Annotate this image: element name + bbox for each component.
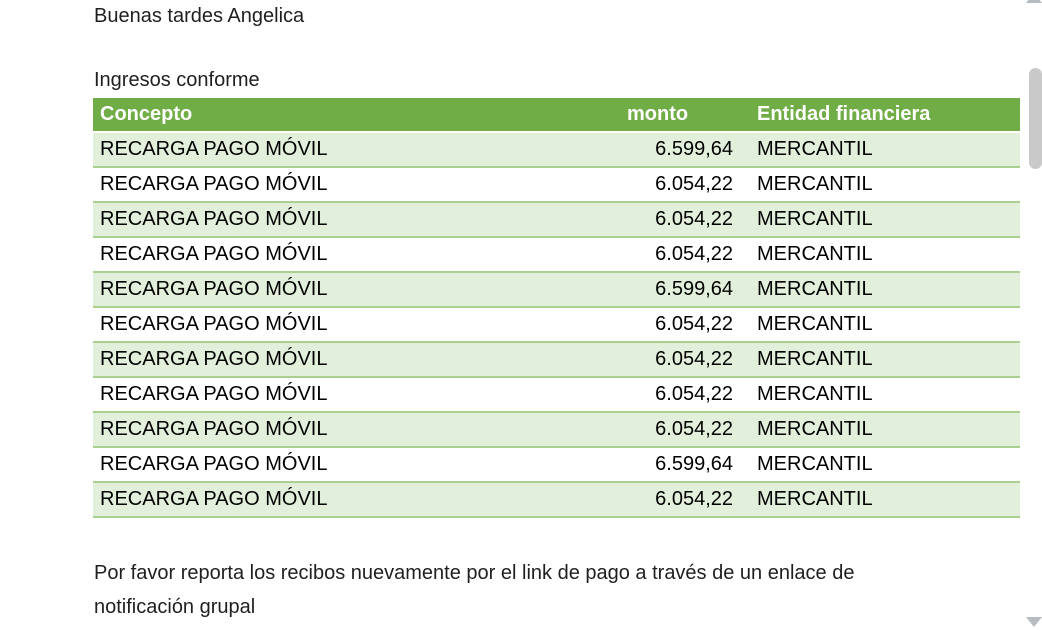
column-header-concepto: Concepto — [93, 98, 620, 133]
cell-monto: 6.054,22 — [620, 203, 745, 238]
cell-entidad: MERCANTIL — [745, 343, 1020, 378]
ingresos-table — [93, 98, 1020, 518]
table-row — [93, 483, 1020, 518]
cell-entidad: MERCANTIL — [745, 133, 1020, 168]
cell-concepto: RECARGA PAGO MÓVIL — [93, 483, 620, 518]
cell-concepto: RECARGA PAGO MÓVIL — [93, 308, 620, 343]
cell-concepto: RECARGA PAGO MÓVIL — [93, 133, 620, 168]
cell-entidad: MERCANTIL — [745, 273, 1020, 308]
cell-monto: 6.599,64 — [620, 448, 745, 483]
table-row — [93, 308, 1020, 343]
cell-monto: 6.054,22 — [620, 413, 745, 448]
scroll-up-arrow-icon[interactable] — [1026, 0, 1042, 3]
cell-monto: 6.054,22 — [620, 308, 745, 343]
cell-monto: 6.599,64 — [620, 273, 745, 308]
cell-concepto: RECARGA PAGO MÓVIL — [93, 238, 620, 273]
table-header-row — [93, 98, 1020, 133]
table-row — [93, 413, 1020, 448]
cell-entidad: MERCANTIL — [745, 308, 1020, 343]
cell-entidad: MERCANTIL — [745, 448, 1020, 483]
intro-text: Ingresos conforme — [94, 69, 260, 91]
table-row — [93, 203, 1020, 238]
cell-concepto: RECARGA PAGO MÓVIL — [93, 413, 620, 448]
table-row — [93, 168, 1020, 203]
cell-monto: 6.054,22 — [620, 483, 745, 518]
column-header-entidad: Entidad financiera — [745, 98, 1020, 133]
cell-entidad: MERCANTIL — [745, 203, 1020, 238]
greeting-text: Buenas tardes Angelica — [94, 5, 305, 27]
scroll-down-arrow-icon[interactable] — [1026, 617, 1042, 627]
footer-note-line2: notificación grupal — [94, 596, 256, 618]
column-header-monto: monto — [620, 98, 745, 133]
cell-concepto: RECARGA PAGO MÓVIL — [93, 203, 620, 238]
table-row — [93, 378, 1020, 413]
cell-entidad: MERCANTIL — [745, 378, 1020, 413]
vertical-scrollbar[interactable] — [1022, 0, 1042, 631]
cell-concepto: RECARGA PAGO MÓVIL — [93, 273, 620, 308]
cell-monto: 6.054,22 — [620, 168, 745, 203]
cell-monto: 6.054,22 — [620, 378, 745, 413]
table-row — [93, 133, 1020, 168]
table-row — [93, 343, 1020, 378]
footer-note — [94, 556, 854, 624]
footer-note-line1: Por favor reporta los recibos nuevamente por el link de pago a través de un enlace de — [94, 562, 855, 584]
cell-monto: 6.054,22 — [620, 238, 745, 273]
table-row — [93, 238, 1020, 273]
cell-concepto: RECARGA PAGO MÓVIL — [93, 378, 620, 413]
table-row — [93, 273, 1020, 308]
cell-entidad: MERCANTIL — [745, 238, 1020, 273]
table-row — [93, 448, 1020, 483]
cell-entidad: MERCANTIL — [745, 483, 1020, 518]
cell-concepto: RECARGA PAGO MÓVIL — [93, 343, 620, 378]
cell-concepto: RECARGA PAGO MÓVIL — [93, 168, 620, 203]
cell-entidad: MERCANTIL — [745, 413, 1020, 448]
cell-monto: 6.599,64 — [620, 133, 745, 168]
scrollbar-thumb[interactable] — [1029, 68, 1042, 169]
cell-concepto: RECARGA PAGO MÓVIL — [93, 448, 620, 483]
cell-monto: 6.054,22 — [620, 343, 745, 378]
cell-entidad: MERCANTIL — [745, 168, 1020, 203]
